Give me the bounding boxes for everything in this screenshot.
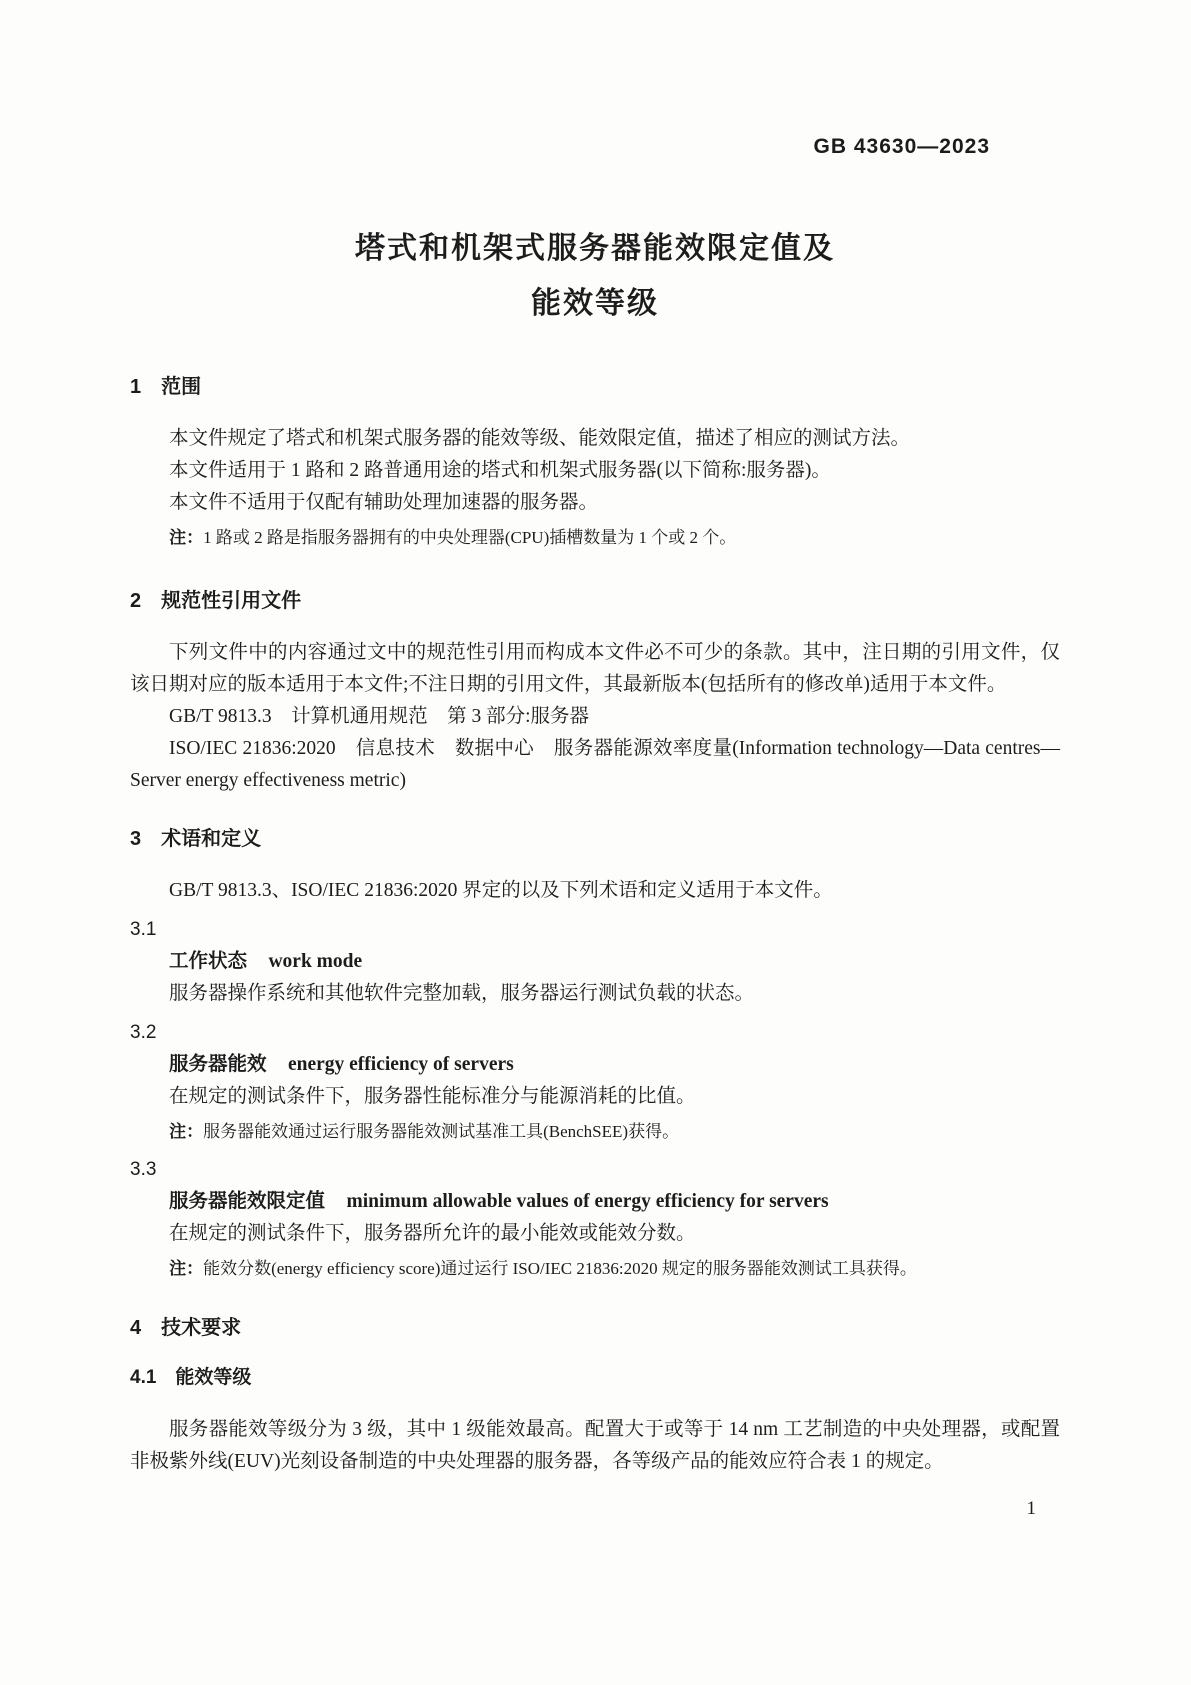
- section-4-paragraph-1: 服务器能效等级分为 3 级，其中 1 级能效最高。配置大于或等于 14 nm 工艺制造的中央处理器，或配置非极紫外线(EUV)光刻设备制造的中央处理器的服务器，各等级产品的能效应符合表 1 的规定。: [130, 1419, 1060, 1472]
- term-3-3-english: minimum allowable values of energy efficiency for servers: [346, 1191, 829, 1212]
- term-3-2-definition: 在规定的测试条件下，服务器性能标准分与能源消耗的比值。: [169, 1086, 696, 1107]
- document-title: [130, 221, 1060, 331]
- section-3-heading: 3 术语和定义: [130, 828, 262, 850]
- note-label: 注：: [169, 528, 204, 547]
- section-4-heading: 4 技术要求: [130, 1317, 242, 1339]
- note-label: 注：: [169, 1122, 204, 1141]
- note-label: 注：: [169, 1259, 204, 1278]
- term-3-1-definition: 服务器操作系统和其他软件完整加载，服务器运行测试负载的状态。: [169, 983, 755, 1004]
- page-number: 1: [1026, 1498, 1036, 1519]
- note-text: 服务器能效通过运行服务器能效测试基准工具(BenchSEE)获得。: [203, 1122, 680, 1141]
- section-1-scope: [130, 373, 1060, 553]
- section-1-note: [130, 523, 1060, 553]
- section-1-heading: 1 范围: [130, 376, 202, 398]
- section-2-heading: 2 规范性引用文件: [130, 590, 302, 612]
- term-3-1-chinese: 工作状态: [169, 950, 248, 972]
- section-1-paragraph-1: 本文件规定了塔式和机架式服务器的能效等级、能效限定值，描述了相应的测试方法。: [169, 428, 911, 449]
- section-1-paragraph-2: 本文件适用于 1 路和 2 路普通用途的塔式和机架式服务器(以下简称:服务器)。: [169, 460, 831, 481]
- term-3-2-note: [130, 1117, 1060, 1147]
- section-2-normative-references: [130, 587, 1060, 797]
- term-3-2-number: 3.2: [130, 1022, 157, 1043]
- term-3-1-title: [130, 945, 1060, 978]
- document-title-line1: 塔式和机架式服务器能效限定值及: [355, 232, 835, 265]
- term-3-3-chinese: 服务器能效限定值: [169, 1190, 326, 1212]
- term-3-1-english: work mode: [268, 951, 363, 972]
- section-2-paragraph-1: 下列文件中的内容通过文中的规范性引用而构成本文件必不可少的条款。其中，注日期的引用文件，仅该日期对应的版本适用于本文件;不注日期的引用文件，其最新版本(包括所有的修改单)适用于本文件。: [130, 642, 1060, 695]
- section-4-technical-requirements: [130, 1314, 1060, 1478]
- term-3-3-note: [130, 1254, 1060, 1284]
- term-3-1-number: 3.1: [130, 919, 157, 940]
- note-text: 1 路或 2 路是指服务器拥有的中央处理器(CPU)插槽数量为 1 个或 2 个。: [203, 528, 737, 547]
- term-3-3-title: [130, 1185, 1060, 1218]
- section-1-paragraph-3: 本文件不适用于仅配有辅助处理加速器的服务器。: [169, 492, 599, 513]
- term-3-2-english: energy efficiency of servers: [287, 1054, 514, 1075]
- term-3-3-definition: 在规定的测试条件下，服务器所允许的最小能效或能效分数。: [169, 1223, 696, 1244]
- term-3-3: [130, 1155, 1060, 1284]
- term-3-1: [130, 915, 1060, 1010]
- document-title-line2: 能效等级: [531, 287, 659, 320]
- term-3-3-number: 3.3: [130, 1159, 157, 1180]
- section-3-terms-and-definitions: [130, 825, 1060, 1284]
- section-4-1-heading: 4.1 能效等级: [130, 1367, 252, 1388]
- note-text: 能效分数(energy efficiency score)通过运行 ISO/IEC 21836:2020 规定的服务器能效测试工具获得。: [203, 1259, 917, 1278]
- section-3-paragraph-1: GB/T 9813.3、ISO/IEC 21836:2020 界定的以及下列术语和定义适用于本文件。: [169, 880, 833, 901]
- standard-number: GB 43630—2023: [813, 135, 990, 158]
- term-3-2: [130, 1018, 1060, 1147]
- term-3-2-title: [130, 1048, 1060, 1081]
- reference-gbt-9813-3: GB/T 9813.3 计算机通用规范 第 3 部分:服务器: [169, 706, 589, 727]
- reference-iso-iec-21836: ISO/IEC 21836:2020 信息技术 数据中心 服务器能源效率度量(Information technology—Data centres—Server energy effectiveness metric): [130, 738, 1060, 791]
- term-3-2-chinese: 服务器能效: [169, 1053, 267, 1075]
